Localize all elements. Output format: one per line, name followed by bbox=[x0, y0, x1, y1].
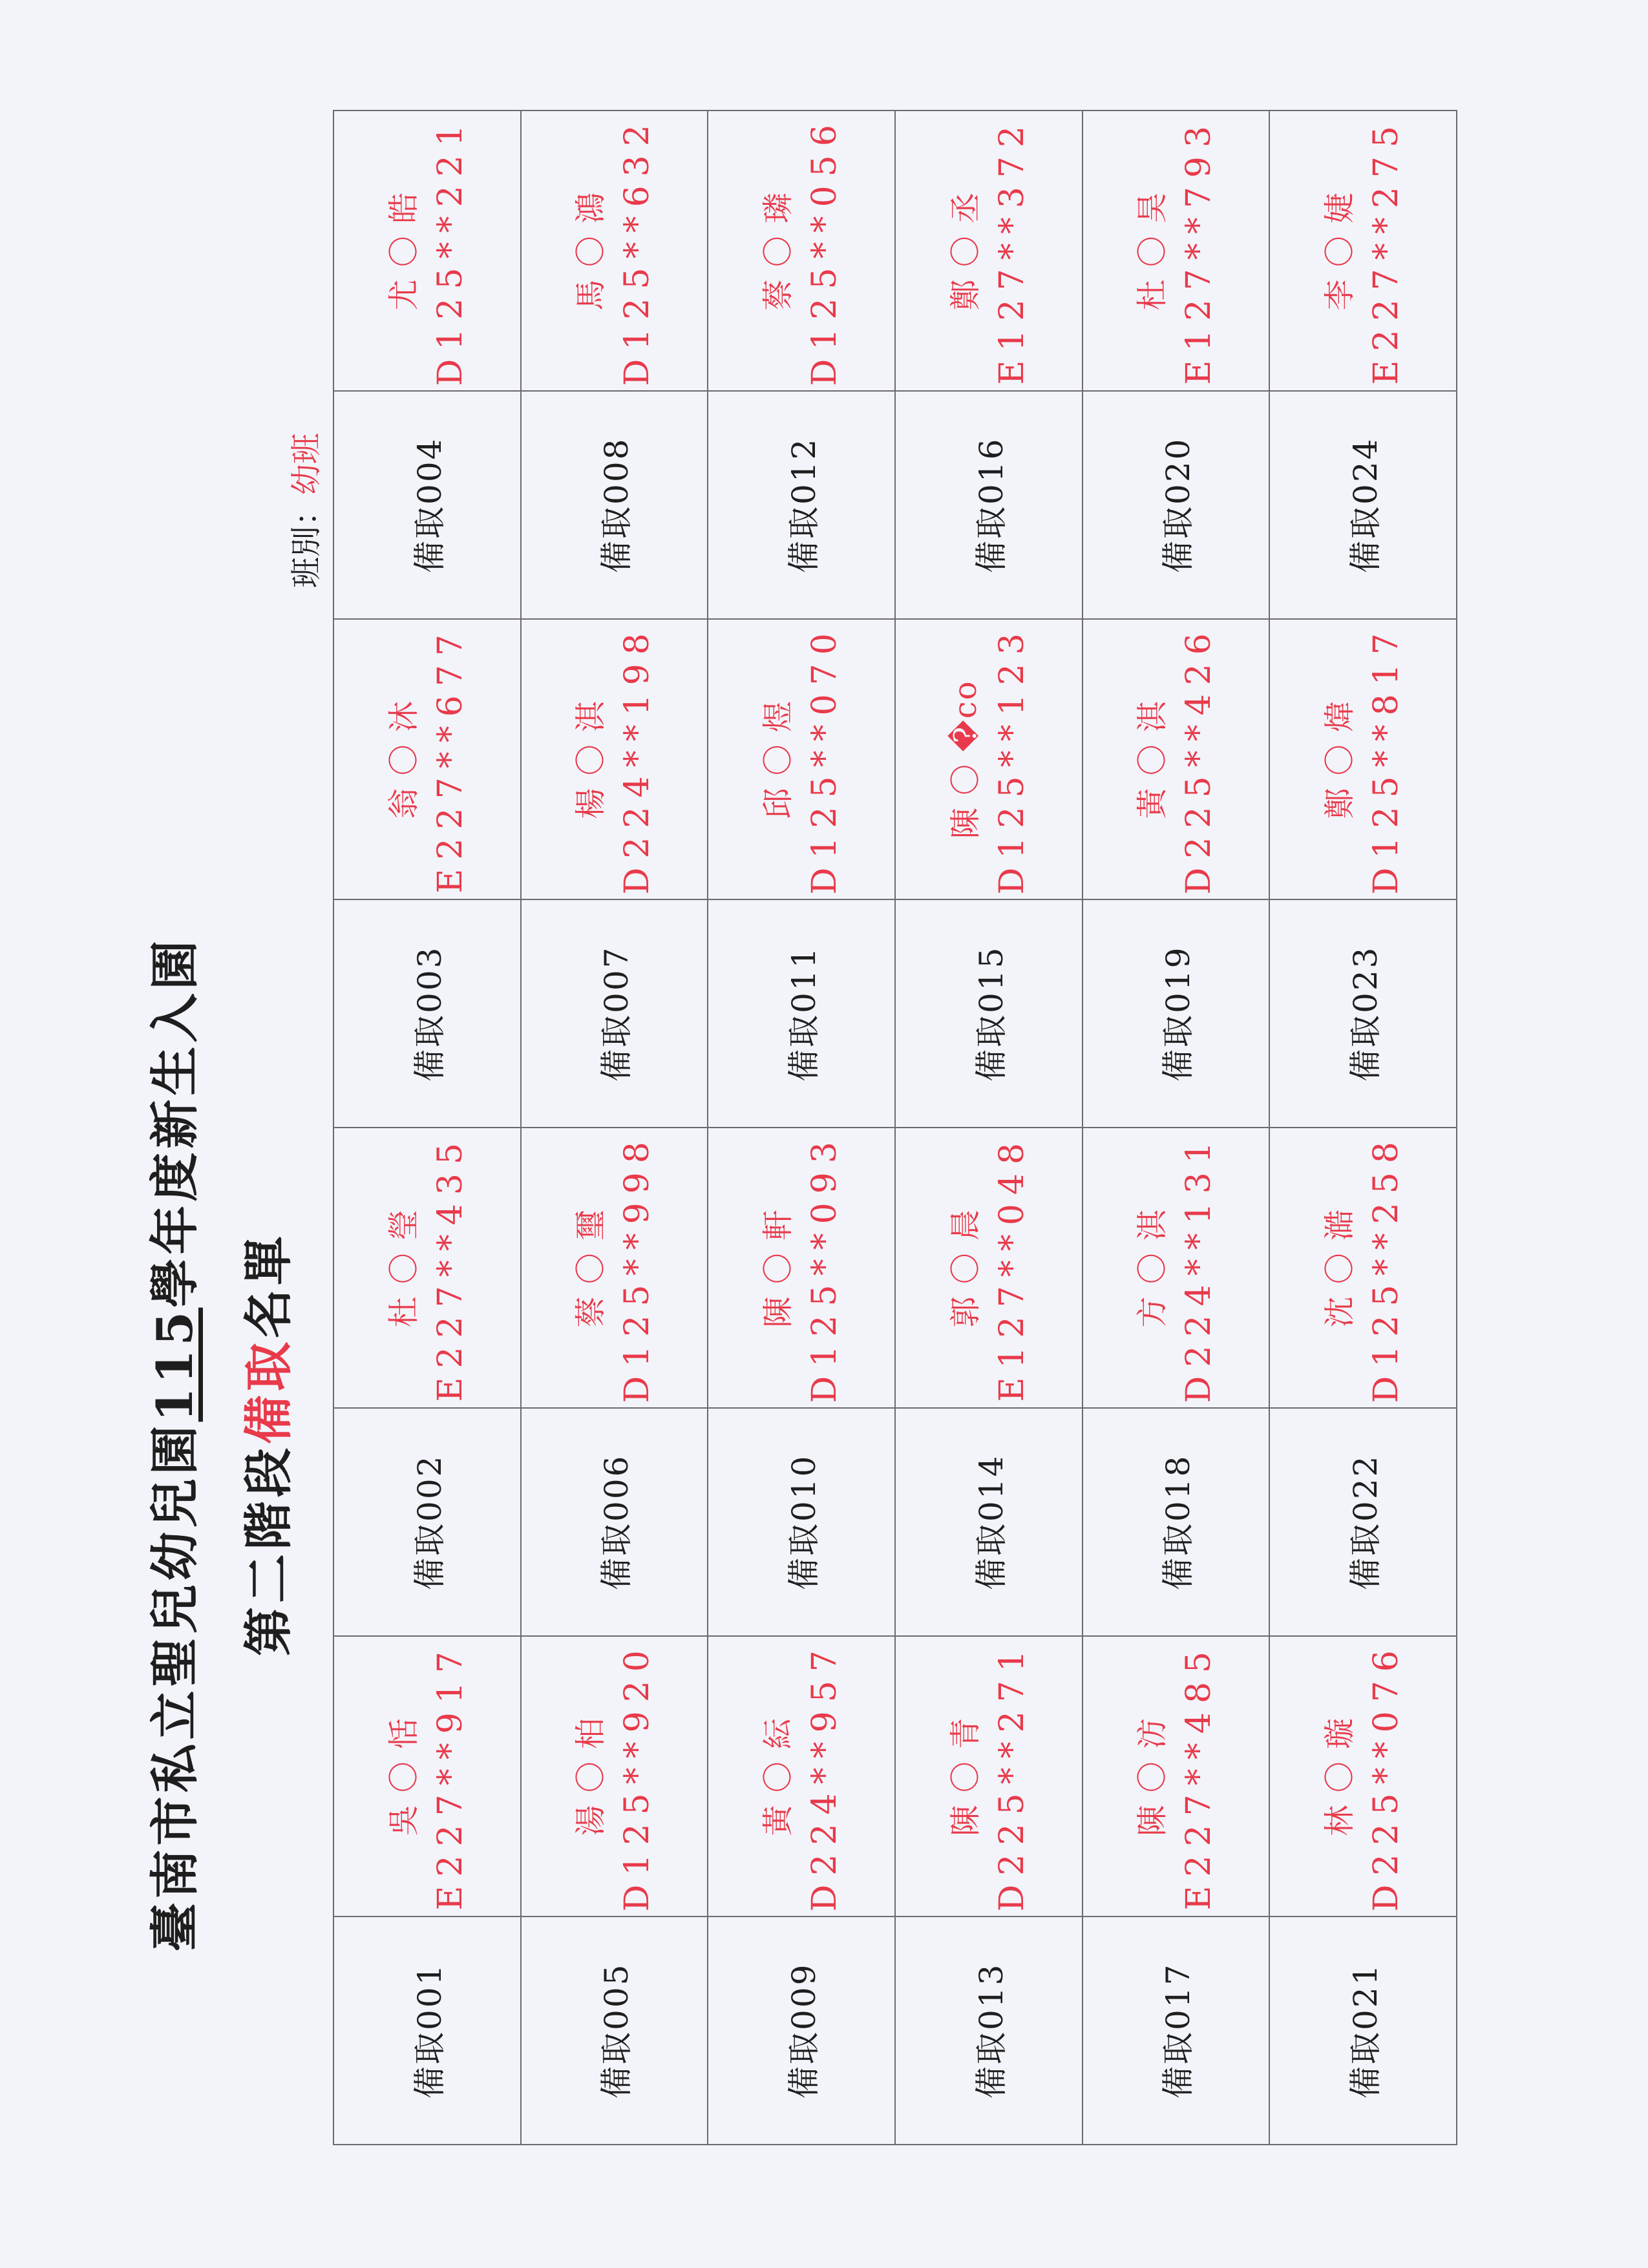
waitlist-number: 備取023 bbox=[1269, 899, 1457, 1128]
applicant-cell bbox=[1083, 110, 1270, 391]
applicant-name: 楊 〇 淇 bbox=[573, 700, 609, 819]
applicant-id: D125**070 bbox=[805, 624, 845, 895]
waitlist-number: 備取022 bbox=[1269, 1408, 1457, 1636]
waitlist-number: 備取021 bbox=[1269, 1916, 1457, 2145]
applicant-cell bbox=[1083, 1128, 1270, 1408]
applicant-id: E127**048 bbox=[992, 1134, 1031, 1402]
applicant-id: D125**920 bbox=[618, 1641, 657, 1912]
applicant-name: 郭 〇 晨 bbox=[947, 1208, 984, 1328]
applicant-cell bbox=[708, 1128, 895, 1408]
applicant-cell bbox=[333, 1128, 521, 1408]
waitlist-number: 備取004 bbox=[333, 391, 521, 619]
applicant-id: D225**076 bbox=[1367, 1641, 1406, 1912]
waitlist-number: 備取008 bbox=[521, 391, 708, 619]
subtitle-highlight: 備取 bbox=[240, 1338, 297, 1444]
applicant-cell bbox=[895, 619, 1083, 899]
applicant-name: 馬 〇 鴻 bbox=[573, 191, 609, 311]
waitlist-number: 備取024 bbox=[1269, 391, 1457, 619]
applicant-cell bbox=[521, 110, 708, 391]
waitlist-number: 備取002 bbox=[333, 1408, 521, 1636]
table-row bbox=[1083, 110, 1270, 2145]
applicant-name: 翁 〇 沐 bbox=[385, 700, 422, 819]
applicant-id: E227**677 bbox=[430, 625, 470, 894]
applicant-name: 沈 〇 澔 bbox=[1322, 1208, 1358, 1328]
applicant-cell bbox=[708, 110, 895, 391]
class-value: 幼班 bbox=[288, 432, 324, 495]
applicant-id: D125**221 bbox=[430, 116, 470, 386]
applicant-cell bbox=[333, 619, 521, 899]
applicant-id: D224**198 bbox=[618, 624, 657, 895]
waitlist-number: 備取017 bbox=[1083, 1916, 1270, 2145]
applicant-name: 林 〇 璇 bbox=[1322, 1716, 1358, 1836]
applicant-id: D125**056 bbox=[805, 116, 845, 386]
applicant-cell bbox=[521, 619, 708, 899]
waitlist-table bbox=[333, 110, 1457, 2145]
waitlist-number: 備取019 bbox=[1083, 899, 1270, 1128]
table-row bbox=[895, 110, 1083, 2145]
applicant-cell bbox=[1269, 110, 1457, 391]
applicant-id: D125**817 bbox=[1367, 624, 1406, 895]
applicant-name: 鄭 〇 煒 bbox=[1322, 700, 1358, 819]
applicant-name: 方 〇 淇 bbox=[1134, 1208, 1171, 1328]
applicant-name: 陳 〇 汸 bbox=[1134, 1716, 1171, 1836]
applicant-name: 尤 〇 皓 bbox=[385, 191, 422, 311]
title-suffix: 學年度新生入園 bbox=[146, 936, 204, 1308]
applicant-id: D225**271 bbox=[992, 1641, 1031, 1912]
applicant-cell bbox=[333, 1636, 521, 1916]
applicant-id: E127**793 bbox=[1179, 117, 1219, 385]
title-prefix: 臺南市私立聖兒幼兒園 bbox=[146, 1422, 204, 1952]
waitlist-number: 備取001 bbox=[333, 1916, 521, 2145]
applicant-name: 吳 〇 恬 bbox=[385, 1716, 422, 1836]
applicant-name: 陳 〇 �co bbox=[947, 680, 984, 839]
applicant-id: E127**372 bbox=[992, 117, 1031, 385]
subtitle-prefix: 第二階段 bbox=[240, 1444, 297, 1656]
applicant-cell bbox=[895, 1128, 1083, 1408]
applicant-id: D125**258 bbox=[1367, 1133, 1406, 1403]
applicant-cell bbox=[895, 110, 1083, 391]
class-label: 班別： bbox=[288, 494, 324, 588]
applicant-name: 邱 〇 煜 bbox=[760, 700, 797, 819]
table-row bbox=[708, 110, 895, 2145]
document-subtitle bbox=[229, 620, 300, 2268]
applicant-name: 湯 〇 柏 bbox=[573, 1716, 609, 1836]
subtitle-suffix: 名單 bbox=[240, 1232, 297, 1338]
applicant-cell bbox=[333, 110, 521, 391]
waitlist-number: 備取018 bbox=[1083, 1408, 1270, 1636]
applicant-cell bbox=[895, 1636, 1083, 1916]
applicant-id: D125**998 bbox=[618, 1133, 657, 1403]
waitlist-number: 備取010 bbox=[708, 1408, 895, 1636]
applicant-name: 蔡 〇 璘 bbox=[760, 191, 797, 311]
applicant-id: D125**093 bbox=[805, 1133, 845, 1403]
applicant-id: E227**275 bbox=[1367, 117, 1406, 385]
applicant-name: 黃 〇 淇 bbox=[1134, 700, 1171, 819]
waitlist-number: 備取015 bbox=[895, 899, 1083, 1128]
table-row bbox=[521, 110, 708, 2145]
waitlist-number: 備取006 bbox=[521, 1408, 708, 1636]
waitlist-number: 備取013 bbox=[895, 1916, 1083, 2145]
applicant-cell bbox=[708, 619, 895, 899]
applicant-cell bbox=[521, 1128, 708, 1408]
waitlist-number: 備取003 bbox=[333, 899, 521, 1128]
applicant-name: 李 〇 婕 bbox=[1322, 191, 1358, 311]
applicant-id: D224**131 bbox=[1179, 1133, 1219, 1403]
waitlist-number: 備取014 bbox=[895, 1408, 1083, 1636]
applicant-name: 杜 〇 瑩 bbox=[385, 1208, 422, 1328]
waitlist-number: 備取011 bbox=[708, 899, 895, 1128]
applicant-cell bbox=[1269, 1636, 1457, 1916]
waitlist-number: 備取012 bbox=[708, 391, 895, 619]
applicant-id: E227**485 bbox=[1179, 1643, 1219, 1911]
applicant-id: E227**435 bbox=[430, 1134, 470, 1402]
applicant-cell bbox=[1083, 1636, 1270, 1916]
applicant-id: D224**957 bbox=[805, 1641, 845, 1912]
applicant-id: D225**426 bbox=[1179, 624, 1219, 895]
document-title bbox=[136, 620, 206, 2268]
class-line bbox=[281, 433, 326, 588]
applicant-name: 陳 〇 軒 bbox=[760, 1208, 797, 1328]
applicant-name: 杜 〇 昊 bbox=[1134, 191, 1171, 311]
applicant-id: D125**632 bbox=[618, 116, 657, 386]
applicant-name: 鄭 〇 丞 bbox=[947, 191, 984, 311]
applicant-cell bbox=[708, 1636, 895, 1916]
waitlist-number: 備取020 bbox=[1083, 391, 1270, 619]
waitlist-table-body bbox=[333, 110, 1457, 2145]
applicant-cell bbox=[1269, 1128, 1457, 1408]
applicant-cell bbox=[521, 1636, 708, 1916]
table-row bbox=[333, 110, 521, 2145]
waitlist-number: 備取007 bbox=[521, 899, 708, 1128]
applicant-cell bbox=[1083, 619, 1270, 899]
applicant-cell bbox=[1269, 619, 1457, 899]
applicant-id: E227**917 bbox=[430, 1643, 470, 1911]
waitlist-number: 備取016 bbox=[895, 391, 1083, 619]
applicant-id: D125**123 bbox=[992, 624, 1031, 895]
applicant-name: 黃 〇 紜 bbox=[760, 1716, 797, 1836]
applicant-name: 陳 〇 青 bbox=[947, 1716, 984, 1836]
waitlist-number: 備取009 bbox=[708, 1916, 895, 2145]
table-row bbox=[1269, 110, 1457, 2145]
waitlist-number: 備取005 bbox=[521, 1916, 708, 2145]
title-year: 115 bbox=[146, 1307, 204, 1422]
applicant-name: 蔡 〇 璽 bbox=[573, 1208, 609, 1328]
